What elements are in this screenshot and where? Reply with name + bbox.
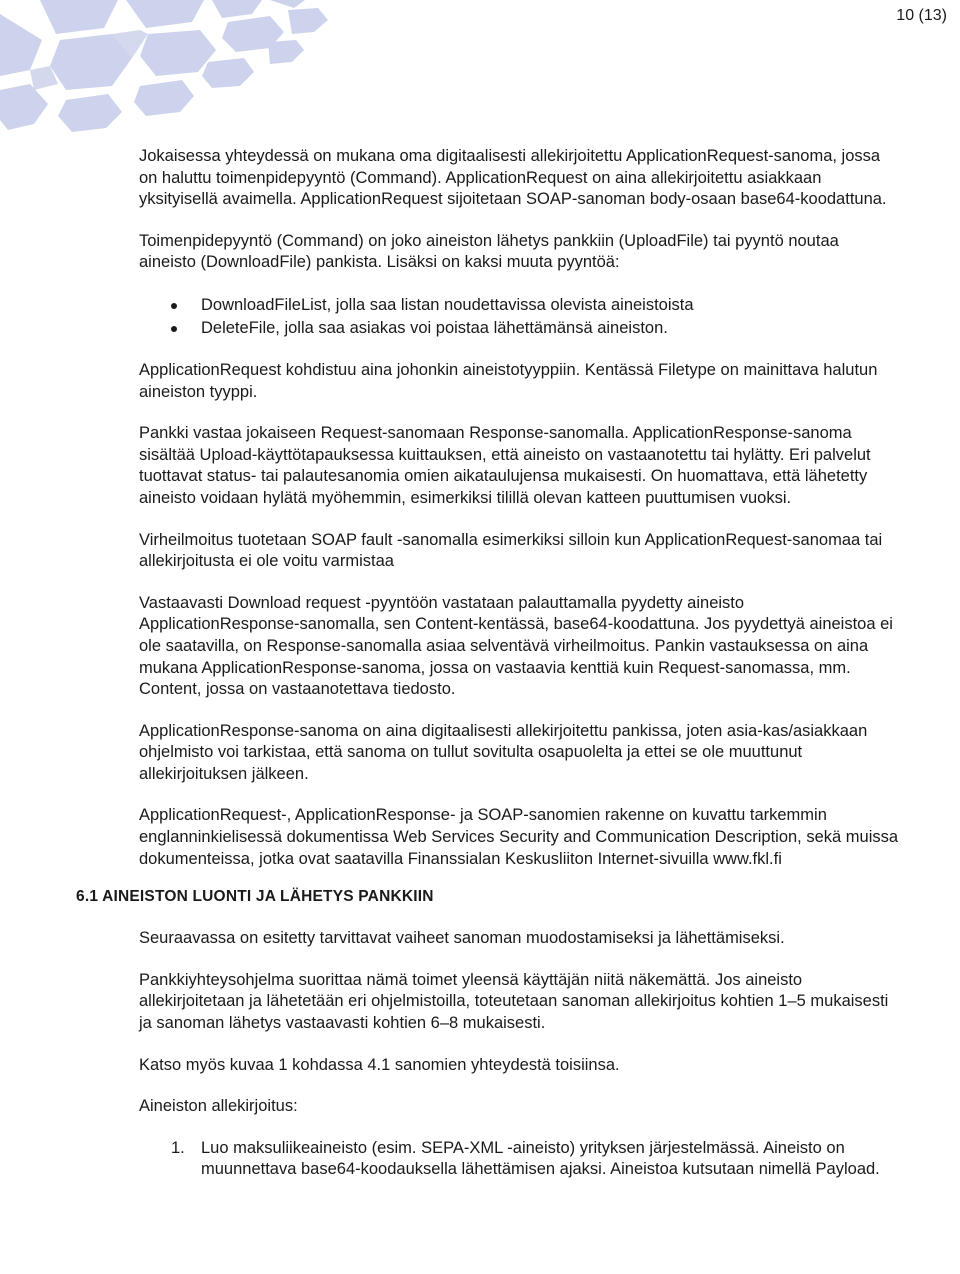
paragraph: ApplicationResponse-sanoma on aina digitaalisesti allekirjoitettu pankissa, joten asia-kas/asiakkaan ohjelmisto voi tarkistaa, että sanoma on tullut sovitulta osapuolelta ja ettei se ole muuttunut allekirjoituksen jälkeen. — [139, 721, 868, 783]
bullet-icon — [171, 326, 177, 332]
section-heading: 6.1 AINEISTON LUONTI JA LÄHETYS PANKKIIN — [76, 888, 434, 906]
paragraph: Seuraavassa on esitetty tarvittavat vaiheet sanoman muodostamiseksi ja lähettämiseksi. — [139, 929, 785, 948]
paragraph: Katso myös kuvaa 1 kohdassa 4.1 sanomien yhteydestä toisiinsa. — [139, 1055, 620, 1074]
bullet-list — [139, 294, 899, 340]
paragraph: Jokaisessa yhteydessä on mukana oma digitaalisesti allekirjoitettu ApplicationRequest-sanoma, jossa on haluttu toimenpidepyyntö (Command). ApplicationRequest on aina allekirjoitettu asiakkaan yksityisellä avaimella. ApplicationRequest sijoitetaan SOAP-sanoman body-osaan base64-koodattuna. — [139, 147, 887, 209]
numbered-list — [139, 1138, 899, 1181]
list-item — [139, 294, 899, 317]
page-number: 10 (13) — [896, 7, 947, 24]
paragraph: Toimenpidepyyntö (Command) on joko aineiston lähetys pankkiin (UploadFile) tai pyyntö noutaa aineisto (DownloadFile) pankista. Lisäksi on kaksi muuta pyyntöä: — [139, 231, 839, 272]
paragraph: ApplicationRequest kohdistuu aina johonkin aineistotyyppiin. Kentässä Filetype on mainittava halutun aineiston tyyppi. — [139, 360, 878, 401]
hexagon-pattern-logo — [0, 0, 345, 135]
list-item-text: DownloadFileList, jolla saa listan noudettavissa olevista aineistoista — [201, 295, 694, 314]
paragraph: Aineiston allekirjoitus: — [139, 1097, 298, 1116]
bullet-icon — [171, 303, 177, 309]
paragraph: Virheilmoitus tuotetaan SOAP fault -sanomalla esimerkiksi silloin kun ApplicationRequest-sanomaa tai allekirjoitusta ei ole voitu varmistaa — [139, 530, 883, 571]
list-item — [139, 317, 899, 340]
paragraph: Pankkiyhteysohjelma suorittaa nämä toimet yleensä käyttäjän niitä näkemättä. Jos aineisto allekirjoitetaan ja lähetetään eri ohjelmistoilla, toteutetaan sanoman allekirjoitus kohtien 1–5 mukaisesti ja sanoman lähetys vastaavasti kohtien 6–8 mukaisesti. — [139, 970, 889, 1033]
paragraph: ApplicationRequest-, ApplicationResponse- ja SOAP-sanomien rakenne on kuvattu tarkemmin englanninkielisessä dokumentissa Web Services Security and Communication Description, sekä muissa dokumenteissa, jotka ovat saatavilla Finanssialan Keskusliiton Internet-sivuilla www.fkl.fi — [139, 806, 899, 868]
list-item-text: DeleteFile, jolla saa asiakas voi poistaa lähettämänsä aineiston. — [201, 318, 668, 337]
document-body — [76, 146, 899, 1181]
paragraph: Pankki vastaa jokaiseen Request-sanomaan Response-sanomalla. ApplicationResponse-sanoma sisältää Upload-käyttötapauksessa kuittauksen, että aineisto on vastaanotettu tai hylätty. Eri palvelut tuottavat status- tai palautesanomia omien aikataulujensa mukaisesti. On huomattava, että lähetetty aineisto voidaan hylätä myöhemmin, esimerkiksi tilillä olevan katteen puuttumisen vuoksi. — [139, 424, 871, 507]
paragraph: Vastaavasti Download request -pyyntöön vastataan palauttamalla pyydetty aineisto ApplicationResponse-sanomalla, sen Content-kentässä, base64-koodattuna. Jos pyydettyä aineistoa ei ole saatavilla, on Response-sanomalla asiaa selventävä virheilmoitus. Pankin vastauksessa on aina mukana ApplicationResponse-sanoma, jossa on vastaavia kenttiä kuin Request-sanomassa, mm. Content, jossa on vastaanotettava tiedosto. — [139, 593, 893, 699]
list-number: 1. — [171, 1138, 185, 1157]
list-item-text: Luo maksuliikeaineisto (esim. SEPA-XML -aineisto) yrityksen järjestelmässä. Aineisto on muunnettava base64-koodauksella lähettämisen ajaksi. Aineistoa kutsutaan nimellä Payload. — [201, 1138, 880, 1179]
list-item — [139, 1138, 899, 1181]
